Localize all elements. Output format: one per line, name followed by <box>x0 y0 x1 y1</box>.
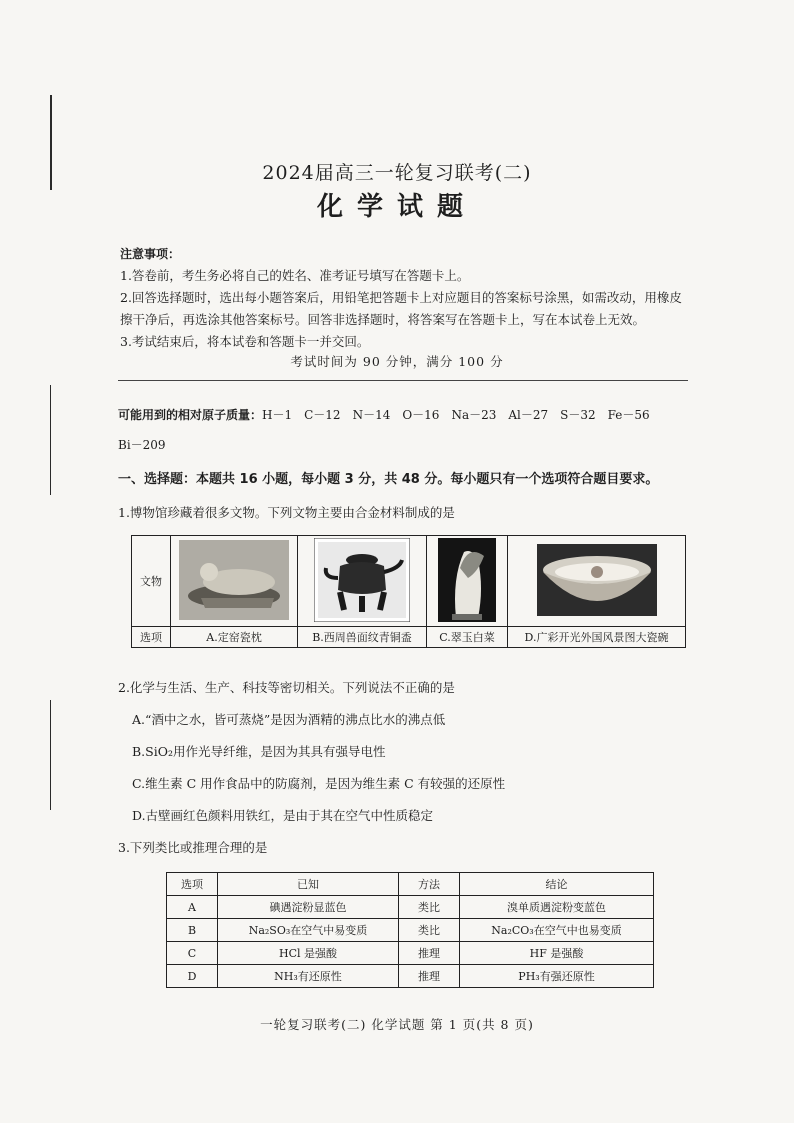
divider <box>118 380 688 381</box>
table-cell: 类比 <box>399 919 460 942</box>
artifact-image-b <box>298 536 427 627</box>
option-a: A.定窑瓷枕 <box>171 627 298 648</box>
table-cell: 类比 <box>399 896 460 919</box>
table-cell: Na₂SO₃在空气中易变质 <box>218 919 399 942</box>
table-cell: HCl 是强酸 <box>218 942 399 965</box>
artifact-image-c <box>427 536 508 627</box>
exam-time: 考试时间为 90 分钟，满分 100 分 <box>290 354 504 369</box>
option-c: C.翠玉白菜 <box>427 627 508 648</box>
atomic-masses-label: 可能用到的相对原子质量： <box>118 408 263 422</box>
row-label-option: 选项 <box>132 627 171 648</box>
question-2-option-b: B.SiO₂用作光导纤维，是因为其具有强导电性 <box>132 744 386 759</box>
notes-item: 擦干净后，再选涂其他答案标号。回答非选择题时，将答案写在答题卡上，写在本试卷上无效。 <box>120 312 646 327</box>
jade-cabbage-image <box>438 538 496 622</box>
artifact-image-d <box>508 536 686 627</box>
table-row <box>167 965 654 988</box>
question-2-option-a: A.“酒中之水，皆可蒸烧”是因为酒精的沸点比水的沸点低 <box>132 712 446 727</box>
table-cell: 溴单质遇淀粉变蓝色 <box>460 896 654 919</box>
question-1-stem: 1.博物馆珍藏着很多文物。下列文物主要由合金材料制成的是 <box>118 505 455 520</box>
subject-title: 化学试题 <box>316 192 477 222</box>
table-row <box>167 896 654 919</box>
option-d: D.广彩开光外国风景图大瓷碗 <box>508 627 686 648</box>
notes-item: 3.考试结束后，将本试卷和答题卡一并交回。 <box>120 334 370 349</box>
question-2-option-d: D.古壁画红色颜料用铁红，是由于其在空气中性质稳定 <box>132 808 434 823</box>
table-header: 已知 <box>218 873 399 896</box>
table-cell: 碘遇淀粉显蓝色 <box>218 896 399 919</box>
question-1-table <box>131 535 686 648</box>
table-header: 方法 <box>399 873 460 896</box>
row-label-artifact: 文物 <box>132 536 171 627</box>
notes-block <box>120 243 700 353</box>
table-cell: NH₃有还原性 <box>218 965 399 988</box>
notes-heading: 注意事项： <box>120 247 181 261</box>
bronze-vessel-image <box>314 538 410 622</box>
porcelain-bowl-image <box>537 544 657 616</box>
atomic-masses-line1: H－1 C－12 N－14 O－16 Na－23 Al－27 S－32 Fe－56 <box>262 408 650 422</box>
table-cell: Na₂CO₃在空气中也易变质 <box>460 919 654 942</box>
question-3-stem: 3.下列类比或推理合理的是 <box>118 840 268 855</box>
artifact-image-a <box>171 536 298 627</box>
table-cell: PH₃有强还原性 <box>460 965 654 988</box>
table-cell: D <box>167 965 218 988</box>
table-row <box>167 942 654 965</box>
atomic-masses-line2: Bi－209 <box>118 438 166 452</box>
notes-item: 2.回答选择题时，选出每小题答案后，用铅笔把答题卡上对应题目的答案标号涂黑，如需改动，用橡皮 <box>120 290 682 305</box>
table-cell: C <box>167 942 218 965</box>
table-cell: A <box>167 896 218 919</box>
notes-item: 1.答卷前，考生务必将自己的姓名、准考证号填写在答题卡上。 <box>120 268 470 283</box>
exam-title: 2024届高三一轮复习联考(二) <box>262 162 532 184</box>
section-heading: 一、选择题：本题共 16 小题，每小题 3 分，共 48 分。每小题只有一个选项符合题目要求。 <box>118 472 659 487</box>
option-b: B.西周兽面纹青铜盉 <box>298 627 427 648</box>
binding-mark <box>50 385 51 495</box>
table-header: 结论 <box>460 873 654 896</box>
question-3-table <box>166 872 654 988</box>
porcelain-pillow-image <box>179 540 289 620</box>
table-cell: 推理 <box>399 942 460 965</box>
question-2-option-c: C.维生素 C 用作食品中的防腐剂，是因为维生素 C 有较强的还原性 <box>132 776 506 791</box>
table-cell: 推理 <box>399 965 460 988</box>
table-row <box>167 919 654 942</box>
question-2-stem: 2.化学与生活、生产、科技等密切相关。下列说法不正确的是 <box>118 680 455 695</box>
table-cell: HF 是强酸 <box>460 942 654 965</box>
atomic-masses <box>118 400 698 460</box>
table-cell: B <box>167 919 218 942</box>
page-footer: 一轮复习联考(二) 化学试题 第 1 页(共 8 页) <box>260 1017 534 1032</box>
binding-mark <box>50 700 51 810</box>
table-header: 选项 <box>167 873 218 896</box>
